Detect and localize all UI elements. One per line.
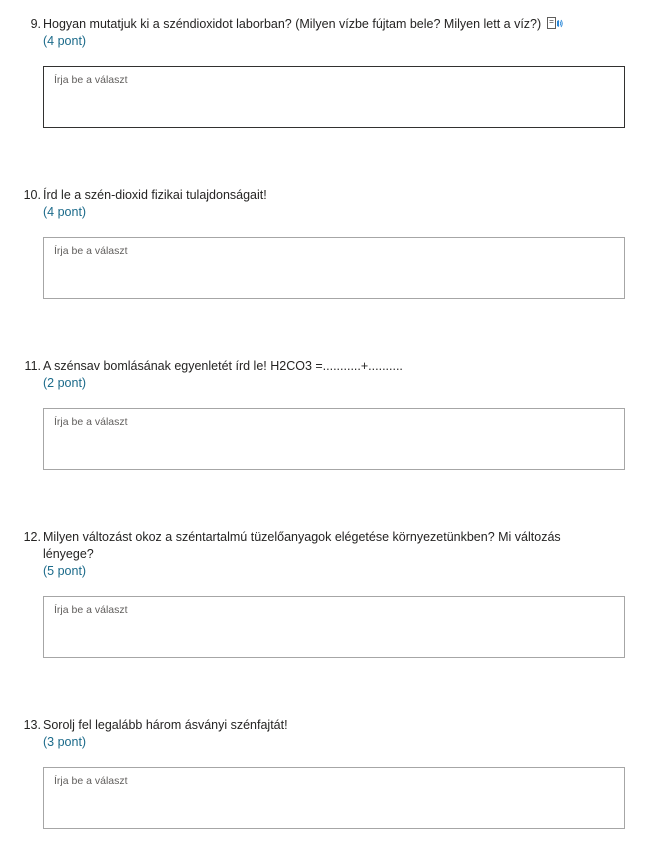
question-text: Írd le a szén-dioxid fizikai tulajdonságait! bbox=[43, 188, 267, 202]
immersive-reader-icon[interactable] bbox=[547, 16, 563, 30]
question-number: 12. bbox=[23, 530, 41, 544]
question-text: A szénsav bomlásának egyenletét írd le! H2CO3 =...........+.......... bbox=[43, 359, 403, 373]
question-text bbox=[43, 16, 613, 33]
question-points: (3 pont) bbox=[43, 735, 87, 749]
question-number: 9. bbox=[30, 17, 41, 31]
question-number: 11. bbox=[24, 359, 41, 373]
question-points: (2 pont) bbox=[43, 376, 87, 390]
question-text-label: Hogyan mutatjuk ki a széndioxidot laborban? (Milyen vízbe fújtam bele? Milyen lett a víz?) bbox=[43, 17, 542, 31]
answer-input[interactable] bbox=[43, 237, 625, 299]
answer-placeholder: Írja be a választ bbox=[54, 416, 128, 428]
question-points: (4 pont) bbox=[43, 34, 87, 48]
question-number: 13. bbox=[23, 718, 41, 732]
answer-placeholder: Írja be a választ bbox=[54, 245, 128, 257]
answer-input[interactable] bbox=[43, 66, 625, 128]
answer-placeholder: Írja be a választ bbox=[54, 604, 128, 616]
answer-placeholder: Írja be a választ bbox=[54, 775, 128, 787]
answer-input[interactable] bbox=[43, 408, 625, 470]
answer-input[interactable] bbox=[43, 596, 625, 658]
question-text: Sorolj fel legalább három ásványi szénfajtát! bbox=[43, 718, 288, 732]
question-text: Milyen változást okoz a széntartalmú tüzelőanyagok elégetése környezetünkben? Mi változás lényege? bbox=[43, 530, 561, 561]
answer-placeholder: Írja be a választ bbox=[54, 74, 128, 86]
question-points: (5 pont) bbox=[43, 564, 87, 578]
question-number: 10. bbox=[23, 188, 41, 202]
question-points: (4 pont) bbox=[43, 205, 87, 219]
answer-input[interactable] bbox=[43, 767, 625, 829]
